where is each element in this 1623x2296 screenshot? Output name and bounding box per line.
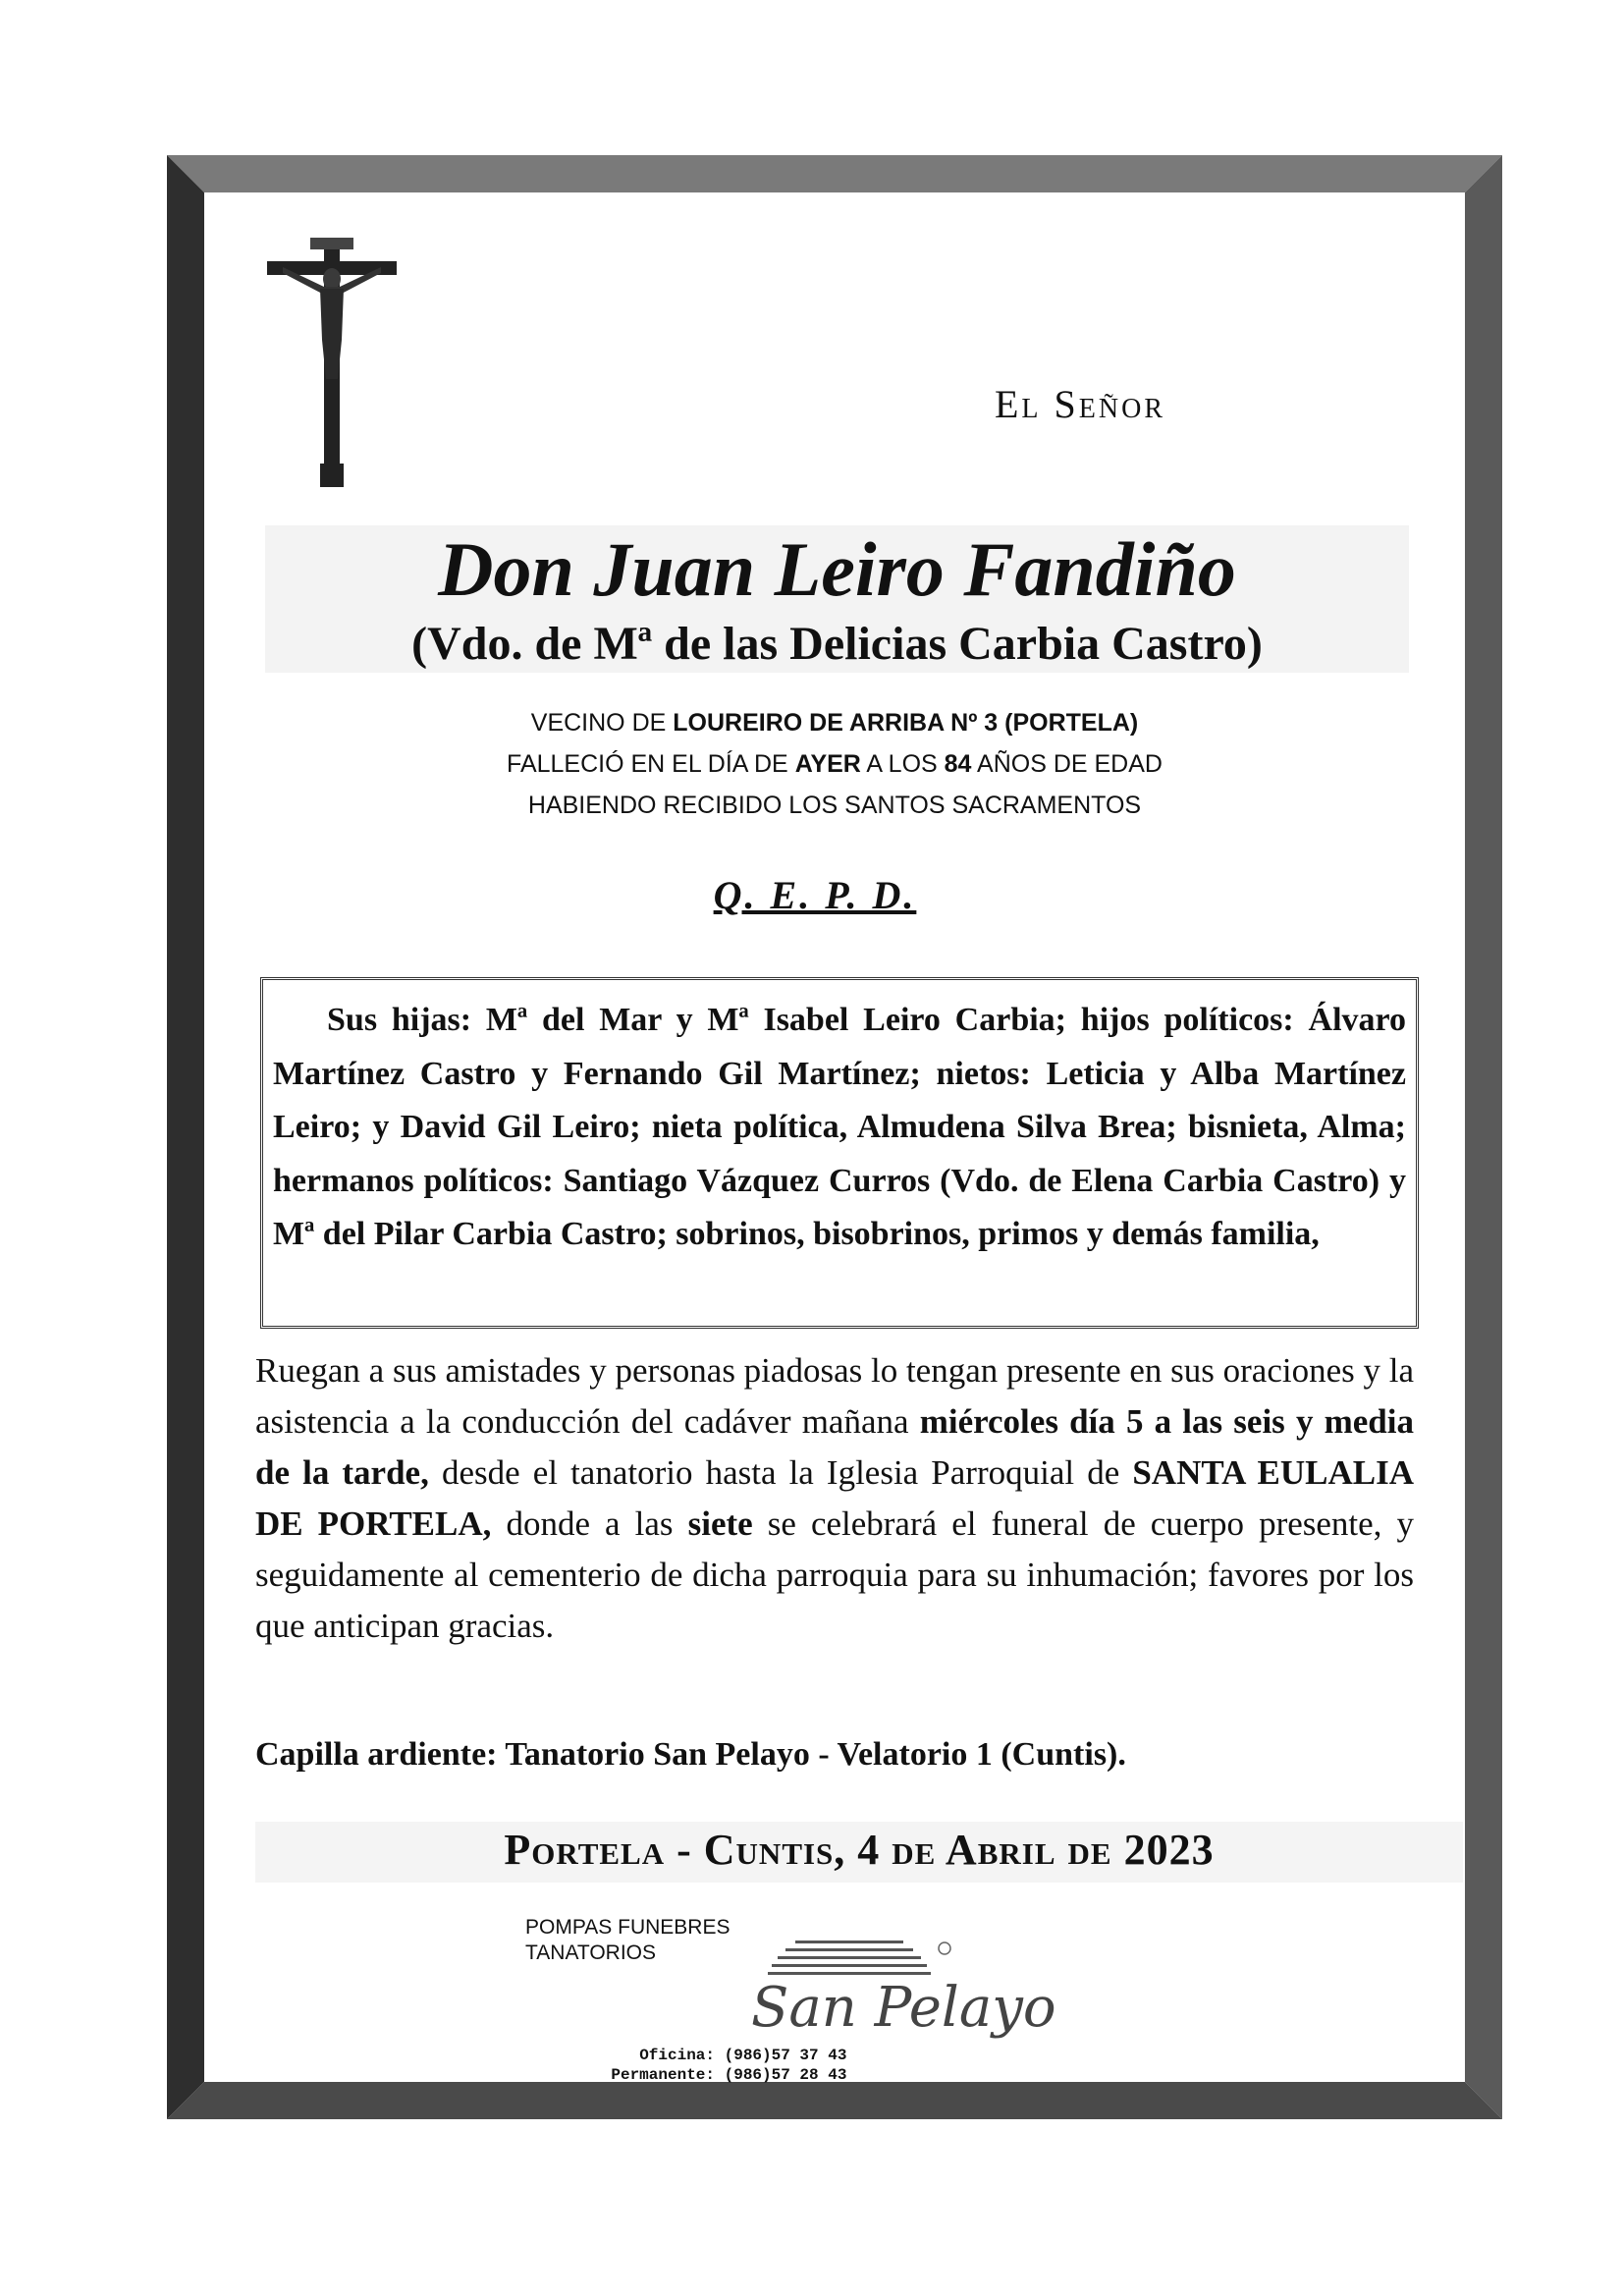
office-phone: (986)57 37 43 [724, 2047, 847, 2064]
death-mid: A LOS [860, 750, 945, 778]
death-prefix: FALLECIÓ EN EL DÍA DE [507, 750, 795, 778]
frame-right [1465, 155, 1502, 2119]
request-hour: siete [687, 1504, 753, 1543]
death-age: 84 [944, 750, 972, 778]
frame-bottom [167, 2082, 1502, 2119]
funeral-request [255, 1345, 1414, 1652]
death-day: AYER [794, 750, 861, 778]
crucifix-icon [263, 232, 401, 487]
residence-prefix: VECINO DE [530, 709, 674, 737]
header-title: El Señor [994, 382, 1165, 426]
office-label: Oficina: [639, 2047, 715, 2064]
death-line [393, 750, 1276, 779]
widower-line: (Vdo. de Mª de las Delicias Carbia Castro) [411, 618, 1263, 670]
sacraments-line: HABIENDO RECIBIDO LOS SANTOS SACRAMENTOS [527, 792, 1142, 819]
office-phone-row [587, 2046, 846, 2065]
place-date: Portela - Cuntis, 4 de Abril de 2023 [504, 1826, 1215, 1874]
request-date-time: miércoles día 5 a las seis y media de la tarde, [255, 1402, 1414, 1492]
request-part-1: Ruegan a sus amistades y personas piadosas lo tengan presente en sus oraciones y la asistencia a la conducción del cadáver mañana [255, 1351, 1414, 1441]
chapel-line: Capilla ardiente: Tanatorio San Pelayo - Velatorio 1 (Cuntis). [255, 1736, 1126, 1773]
funeral-home-line-1: POMPAS FUNEBRES [525, 1916, 730, 1939]
funeral-home-line-2: TANATORIOS [525, 1941, 657, 1964]
frame-top [167, 155, 1502, 192]
request-part-4: se celebrará el funeral de cuerpo presente, y seguidamente al cementerio de dicha parroquia para su inhumación; favores por los que anticipan gracias. [255, 1504, 1414, 1645]
permanent-label: Permanente: [611, 2066, 715, 2084]
residence-address: LOUREIRO DE ARRIBA Nº 3 (PORTELA) [673, 709, 1139, 737]
request-part-3: donde a las [491, 1504, 688, 1543]
logo-text: San Pelayo [751, 1976, 1056, 2040]
deceased-name: Don Juan Leiro Fandiño [438, 526, 1236, 612]
phone-numbers [587, 2046, 846, 2085]
family-box [260, 977, 1419, 1329]
family-list: Sus hijas: Mª del Mar y Mª Isabel Leiro Carbia; hijos políticos: Álvaro Martínez Castro y Fernando Gil Martínez; nietos: Leticia y Alba Martínez Leiro; y David Gil Leiro; nieta política, Almudena Silva Brea; bisnieta, Alma; hermanos políticos: Santiago Vázquez Curros (Vdo. de Elena Carbia Castro) y Mª del Pilar Carbia Castro; sobrinos, bisobrinos, primos y demás familia, [273, 1002, 1406, 1252]
funeral-home-label [525, 1915, 730, 1966]
residence-line [393, 709, 1276, 738]
frame-left [167, 155, 204, 2119]
death-suffix: AÑOS DE EDAD [971, 750, 1163, 778]
request-part-2: desde el tanatorio hasta la Iglesia Parroquial de [428, 1453, 1133, 1492]
permanent-phone: (986)57 28 43 [724, 2066, 847, 2084]
permanent-phone-row [587, 2065, 846, 2085]
qepd-text: Q. E. P. D. [713, 873, 917, 917]
request-church: SANTA EULALIA DE PORTELA, [255, 1453, 1415, 1543]
